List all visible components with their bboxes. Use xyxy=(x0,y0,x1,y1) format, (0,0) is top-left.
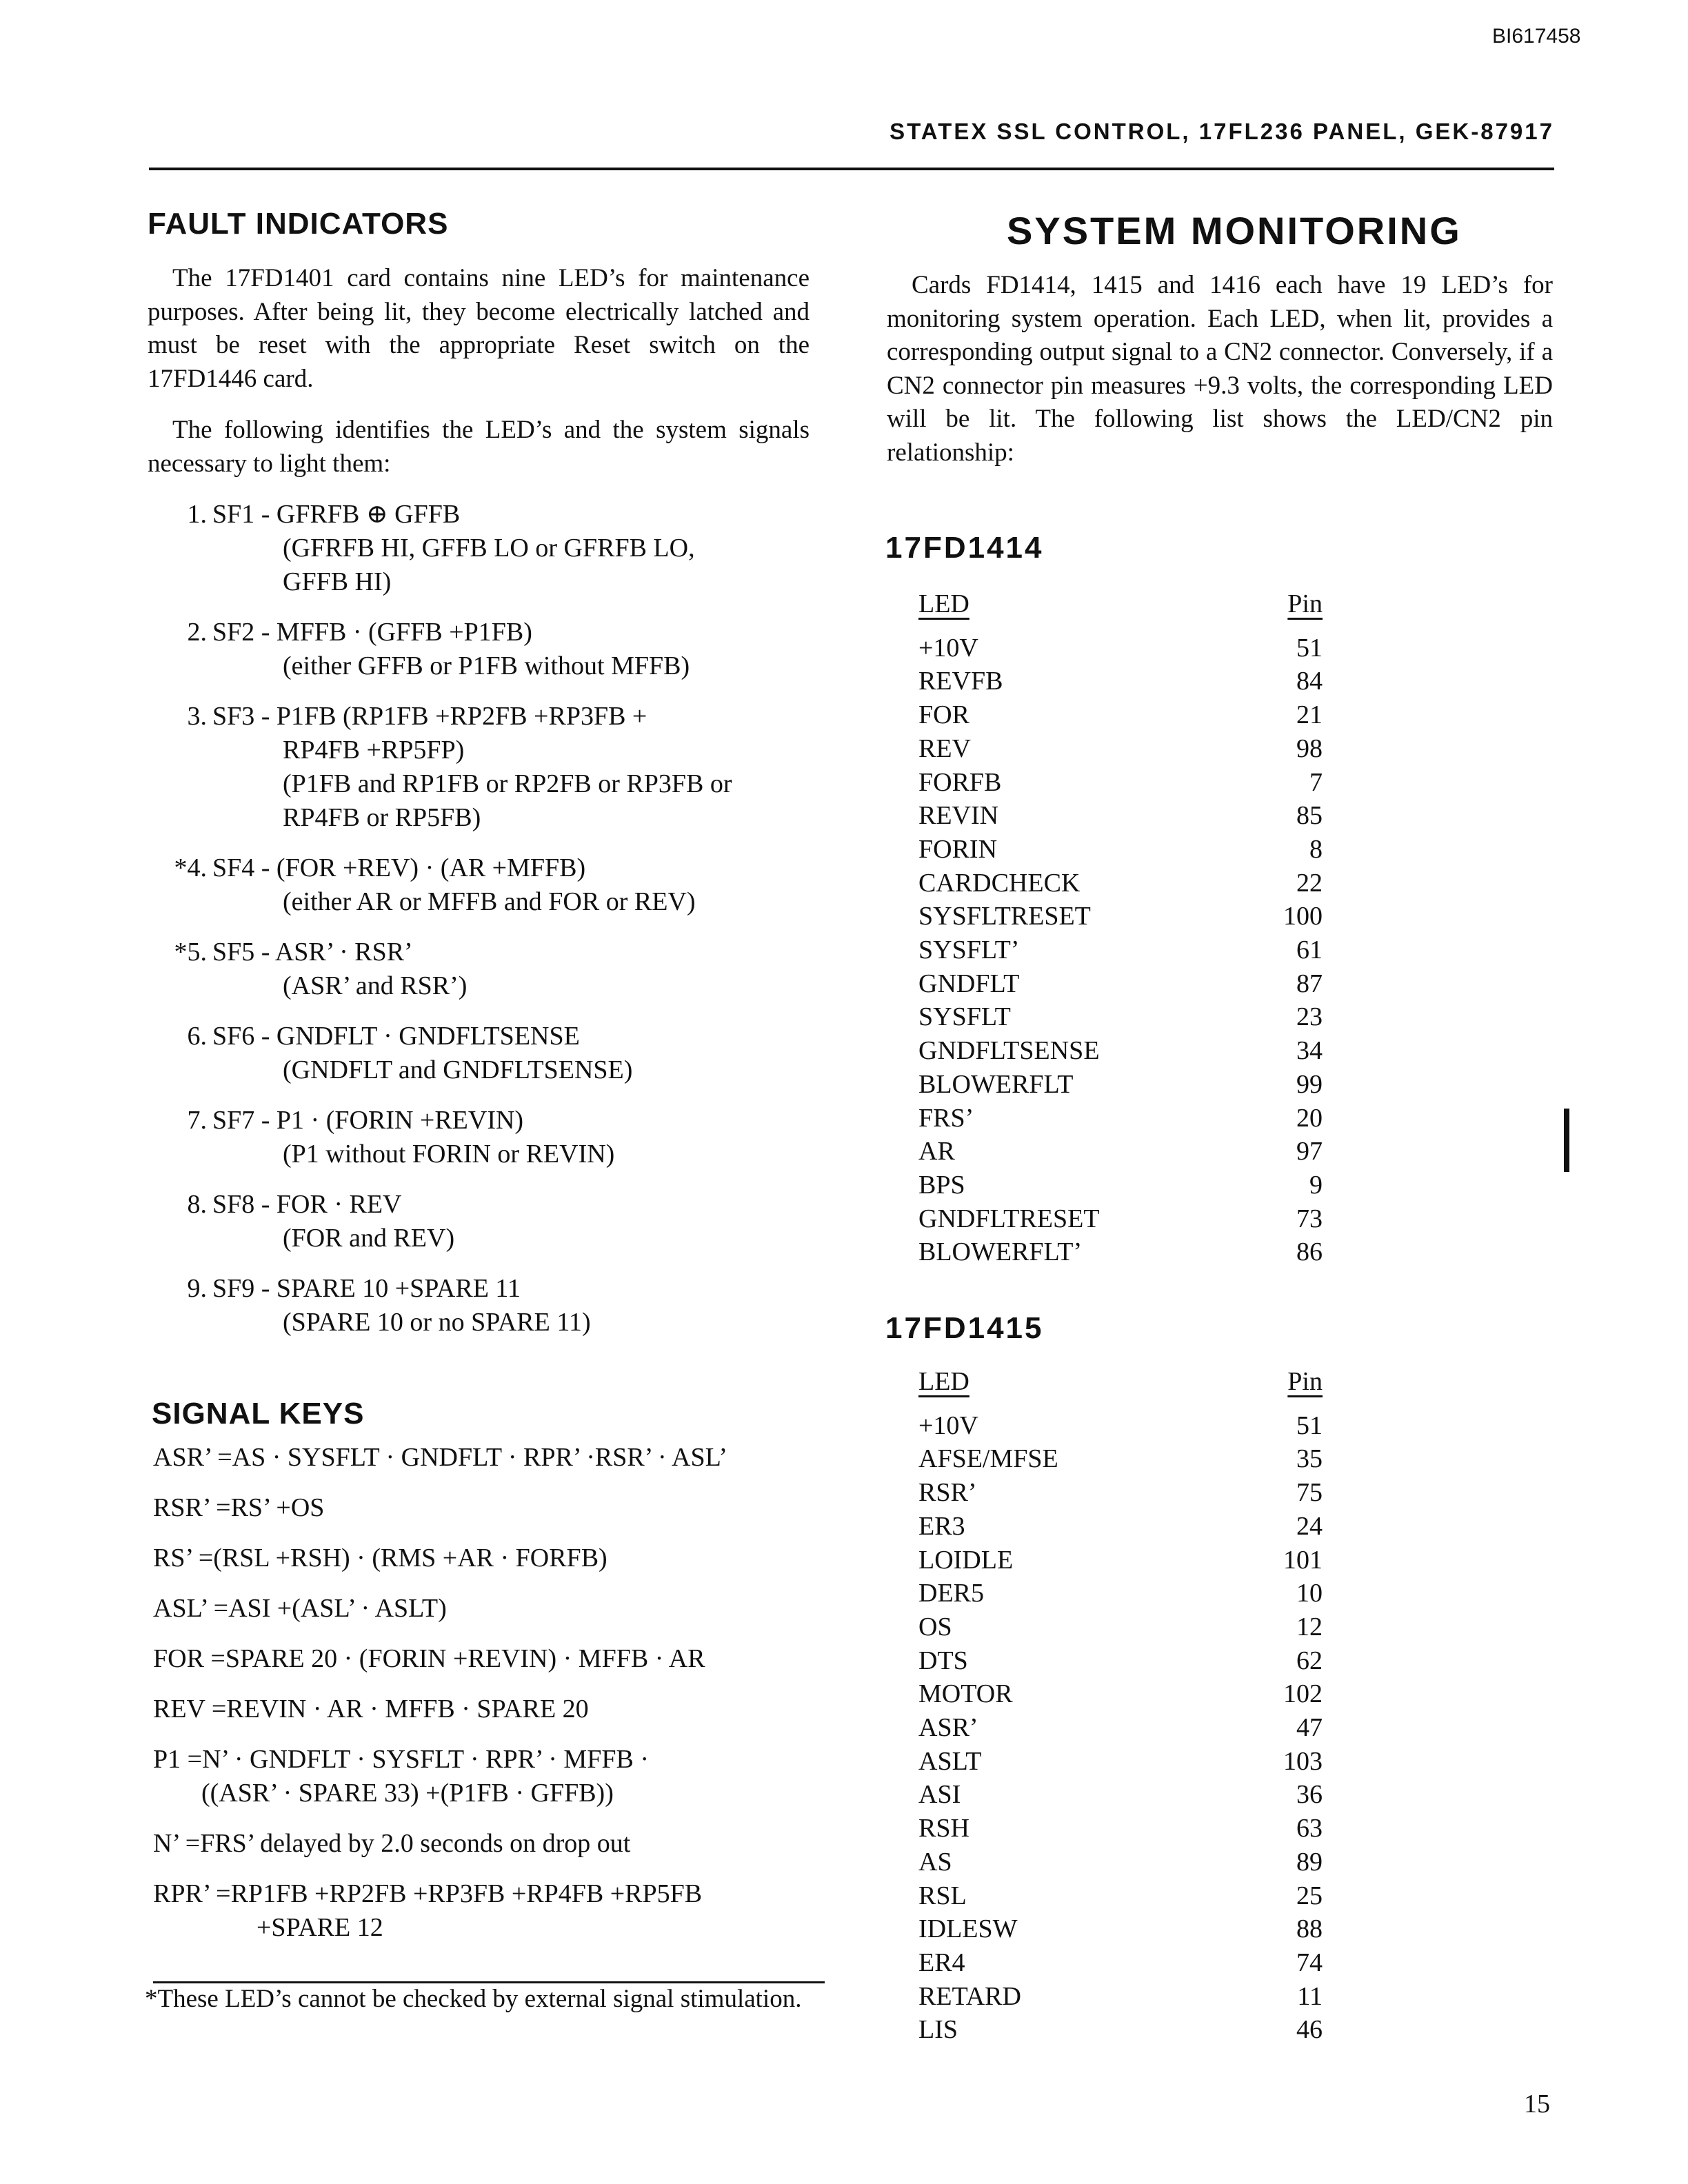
table-row xyxy=(885,1000,1323,1034)
led-pin-table-17fd1414 xyxy=(885,587,1323,1269)
led-cell: RSR’ xyxy=(918,1478,977,1508)
fault-indicator-item xyxy=(149,1020,811,1087)
table-row xyxy=(885,1812,1323,1846)
table-title-17fd1415: 17FD1415 xyxy=(885,1311,1044,1345)
led-cell: ER3 xyxy=(918,1511,965,1541)
pin-cell: 9 xyxy=(1309,1170,1323,1200)
pin-cell: 23 xyxy=(1296,1002,1323,1032)
table-header-row xyxy=(885,1365,1323,1399)
pin-cell: 86 xyxy=(1296,1237,1323,1267)
pin-cell: 35 xyxy=(1296,1444,1323,1474)
signal-key-line: REV =REVIN · AR · MFFB · SPARE 20 xyxy=(153,1695,589,1723)
fault-indicator-number: 9. xyxy=(187,1274,207,1303)
pin-cell: 84 xyxy=(1296,667,1323,696)
led-cell: ASLT xyxy=(918,1746,982,1776)
led-cell: CARDCHECK xyxy=(918,868,1081,898)
led-cell: FORFB xyxy=(918,767,1002,797)
column-header-pin-text: Pin xyxy=(1287,589,1323,618)
page-number: 15 xyxy=(1524,2090,1550,2119)
fault-indicator-number: 1. xyxy=(187,500,207,529)
fault-indicator-description: (GNDFLT and GNDFLTSENSE) xyxy=(283,1055,633,1084)
signal-keys-list xyxy=(153,1441,815,1961)
led-cell: ASI xyxy=(918,1780,961,1810)
led-cell: RSL xyxy=(918,1881,967,1910)
table-row xyxy=(885,1946,1323,1980)
pin-cell: 10 xyxy=(1296,1579,1323,1608)
fault-indicator-expression: SF7 - P1 · (FORIN +REVIN) xyxy=(212,1106,524,1135)
led-cell: ASR’ xyxy=(918,1713,978,1743)
pin-cell: 62 xyxy=(1296,1646,1323,1675)
table-row xyxy=(885,867,1323,900)
led-cell: LOIDLE xyxy=(918,1545,1014,1575)
fault-indicator-description: (ASR’ and RSR’) xyxy=(283,971,468,1000)
led-cell: RETARD xyxy=(918,1981,1021,2011)
led-cell: SYSFLT’ xyxy=(918,936,1020,965)
table-row xyxy=(885,833,1323,867)
fault-indicator-expression: SF8 - FOR · REV xyxy=(212,1190,402,1219)
fault-indicator-description: RP4FB or RP5FB) xyxy=(283,803,481,832)
led-cell: +10V xyxy=(918,1410,978,1440)
table-row xyxy=(885,1711,1323,1745)
fault-indicator-item xyxy=(149,700,811,835)
fault-indicator-description: RP4FB +RP5FP) xyxy=(283,736,465,765)
table-row xyxy=(885,1980,1323,2014)
pin-cell: 22 xyxy=(1296,868,1323,898)
signal-keys-heading: SIGNAL KEYS xyxy=(152,1397,365,1430)
fault-indicator-list xyxy=(149,498,811,1356)
table-header-row xyxy=(885,587,1323,621)
pin-cell: 20 xyxy=(1296,1103,1323,1133)
column-header-led-text: LED xyxy=(918,1367,969,1396)
fault-indicator-description: (either AR or MFFB and FOR or REV) xyxy=(283,887,696,916)
table-row xyxy=(885,1034,1323,1068)
led-cell: DTS xyxy=(918,1646,968,1675)
table-row xyxy=(885,1644,1323,1678)
table-row xyxy=(885,1409,1323,1443)
led-cell: SYSFLTRESET xyxy=(918,902,1091,931)
column-header-led xyxy=(885,1365,1233,1399)
fault-indicator-item xyxy=(149,498,811,599)
fault-indicator-expression: SF9 - SPARE 10 +SPARE 11 xyxy=(212,1274,521,1303)
led-cell: SYSFLT xyxy=(918,1002,1011,1032)
pin-cell: 102 xyxy=(1283,1679,1323,1709)
pin-cell: 100 xyxy=(1283,902,1323,931)
table-row xyxy=(885,1135,1323,1169)
fault-indicator-item xyxy=(149,616,811,683)
table-row xyxy=(885,631,1323,665)
led-cell: AR xyxy=(918,1137,955,1166)
led-cell: REVIN xyxy=(918,801,999,831)
led-cell: AFSE/MFSE xyxy=(918,1444,1058,1474)
signal-key-continuation: ((ASR’ · SPARE 33) +(P1FB · GFFB)) xyxy=(201,1779,614,1808)
table-row xyxy=(885,1235,1323,1269)
led-cell: FORIN xyxy=(918,834,998,864)
table-row xyxy=(885,1677,1323,1711)
pin-cell: 34 xyxy=(1296,1036,1323,1066)
fault-indicator-number: 6. xyxy=(187,1022,207,1051)
pin-cell: 47 xyxy=(1296,1713,1323,1743)
system-monitoring-paragraph: Cards FD1414, 1415 and 1416 each have 19 LED’s for monitoring system operation. Each LED, when lit, provides a corresponding output signal to a CN2 connector. Conversely, if a CN2 connector pin measures +9.3 volts, the corresponding LED will be lit. The following list shows the LED/CN2 pin relationship: xyxy=(887,271,1553,467)
pin-cell: 36 xyxy=(1296,1780,1323,1810)
pin-cell: 89 xyxy=(1296,1847,1323,1877)
page-header-title: STATEX SSL CONTROL, 17FL236 PANEL, GEK-87917 xyxy=(890,119,1554,144)
table-row xyxy=(885,1846,1323,1879)
led-cell: +10V xyxy=(918,633,978,663)
signal-key-line: RPR’ =RP1FB +RP2FB +RP3FB +RP4FB +RP5FB xyxy=(153,1879,703,1908)
fault-indicators-heading: FAULT INDICATORS xyxy=(148,207,449,241)
pin-cell: 75 xyxy=(1296,1478,1323,1508)
pin-cell: 11 xyxy=(1297,1981,1323,2011)
pin-cell: 103 xyxy=(1283,1746,1323,1776)
signal-key-line: N’ =FRS’ delayed by 2.0 seconds on drop out xyxy=(153,1829,631,1858)
fault-indicator-number: *5. xyxy=(174,938,207,967)
table-row xyxy=(885,1745,1323,1779)
led-cell: IDLESW xyxy=(918,1914,1018,1944)
column-header-led-text: LED xyxy=(918,589,969,618)
table-row xyxy=(885,799,1323,833)
pin-cell: 46 xyxy=(1296,2015,1323,2045)
fault-indicator-expression: SF4 - (FOR +REV) · (AR +MFFB) xyxy=(212,853,586,882)
table-row xyxy=(885,1202,1323,1236)
led-cell: LIS xyxy=(918,2015,958,2045)
pin-cell: 101 xyxy=(1283,1545,1323,1575)
pin-cell: 98 xyxy=(1296,734,1323,763)
signal-key-line: ASR’ =AS · SYSFLT · GNDFLT · RPR’ ·RSR’ · ASL’ xyxy=(153,1443,728,1472)
pin-cell: 97 xyxy=(1296,1137,1323,1166)
led-cell: MOTOR xyxy=(918,1679,1013,1709)
signal-key-continuation: +SPARE 12 xyxy=(257,1913,383,1942)
fault-indicator-description: (FOR and REV) xyxy=(283,1224,455,1253)
led-cell: REVFB xyxy=(918,667,1003,696)
table-row xyxy=(885,1778,1323,1812)
fault-indicator-number: 3. xyxy=(187,702,207,731)
signal-key-line: RSR’ =RS’ +OS xyxy=(153,1493,325,1522)
led-cell: AS xyxy=(918,1847,952,1877)
pin-cell: 87 xyxy=(1296,969,1323,998)
table-row xyxy=(885,1476,1323,1510)
pin-cell: 7 xyxy=(1309,767,1323,797)
pin-cell: 8 xyxy=(1309,834,1323,864)
footnote: *These LED’s cannot be checked by external signal stimulation. xyxy=(145,1985,802,2013)
pin-cell: 99 xyxy=(1296,1069,1323,1099)
table-row xyxy=(885,1610,1323,1644)
fault-indicator-number: 2. xyxy=(187,618,207,647)
fault-indicator-number: *4. xyxy=(174,853,207,882)
header-rule xyxy=(149,168,1554,170)
led-cell: DER5 xyxy=(918,1579,984,1608)
pin-cell: 51 xyxy=(1296,633,1323,663)
table-row xyxy=(885,698,1323,732)
fault-indicator-description: (either GFFB or P1FB without MFFB) xyxy=(283,651,690,680)
column-header-pin xyxy=(1233,1365,1323,1399)
led-cell: BLOWERFLT xyxy=(918,1069,1074,1099)
system-monitoring-heading: SYSTEM MONITORING xyxy=(1007,209,1462,252)
led-cell: FRS’ xyxy=(918,1103,974,1133)
led-cell: REV xyxy=(918,734,971,763)
table-row xyxy=(885,1544,1323,1577)
fault-indicator-item xyxy=(149,936,811,1003)
fault-indicator-number: 8. xyxy=(187,1190,207,1219)
pin-cell: 21 xyxy=(1296,700,1323,730)
fault-indicator-description: (GFRFB HI, GFFB LO or GFRFB LO, xyxy=(283,534,695,563)
led-cell: GNDFLTSENSE xyxy=(918,1036,1100,1066)
table-row xyxy=(885,766,1323,800)
fault-indicator-expression: SF2 - MFFB · (GFFB +P1FB) xyxy=(212,618,532,647)
fault-indicator-description: (P1FB and RP1FB or RP2FB or RP3FB or xyxy=(283,769,732,798)
pin-cell: 74 xyxy=(1296,1948,1323,1977)
pin-cell: 25 xyxy=(1296,1881,1323,1910)
led-cell: GNDFLT xyxy=(918,969,1020,998)
table-row xyxy=(885,732,1323,766)
fault-indicator-description: (P1 without FORIN or REVIN) xyxy=(283,1140,615,1169)
pin-cell: 24 xyxy=(1296,1511,1323,1541)
fault-indicator-expression: SF1 - GFRFB ⊕ GFFB xyxy=(212,500,461,529)
change-bar xyxy=(1564,1109,1569,1172)
pin-cell: 51 xyxy=(1296,1410,1323,1440)
pin-cell: 85 xyxy=(1296,801,1323,831)
fault-indicator-item xyxy=(149,1188,811,1255)
fault-indicator-expression: SF5 - ASR’ · RSR’ xyxy=(212,938,413,967)
table-row xyxy=(885,1102,1323,1135)
led-cell: BPS xyxy=(918,1170,965,1200)
pin-cell: 73 xyxy=(1296,1204,1323,1233)
column-header-led xyxy=(885,587,1233,621)
fault-indicator-description: (SPARE 10 or no SPARE 11) xyxy=(283,1308,591,1337)
table-row xyxy=(885,967,1323,1001)
table-row xyxy=(885,900,1323,933)
signal-key-line: RS’ =(RSL +RSH) · (RMS +AR · FORFB) xyxy=(153,1544,607,1573)
table-row xyxy=(885,1912,1323,1946)
fault-indicator-expression: SF6 - GNDFLT · GNDFLTSENSE xyxy=(212,1022,580,1051)
signal-key-line: ASL’ =ASI +(ASL’ · ASLT) xyxy=(153,1594,447,1623)
pin-cell: 63 xyxy=(1296,1814,1323,1843)
fault-indicator-item xyxy=(149,1104,811,1171)
fault-indicator-item xyxy=(149,851,811,919)
signal-key-line: P1 =N’ · GNDFLT · SYSFLT · RPR’ · MFFB · xyxy=(153,1745,649,1774)
pin-cell: 61 xyxy=(1296,936,1323,965)
table-title-17fd1414: 17FD1414 xyxy=(885,531,1044,565)
table-row xyxy=(885,665,1323,698)
table-row xyxy=(885,1169,1323,1202)
led-cell: RSH xyxy=(918,1814,969,1843)
table-row xyxy=(885,933,1323,967)
signal-key-line: FOR =SPARE 20 · (FORIN +REVIN) · MFFB · AR xyxy=(153,1644,705,1673)
led-pin-table-17fd1415 xyxy=(885,1365,1323,2047)
fault-indicator-expression: SF3 - P1FB (RP1FB +RP2FB +RP3FB + xyxy=(212,702,647,731)
led-cell: ER4 xyxy=(918,1948,965,1977)
led-cell: BLOWERFLT’ xyxy=(918,1237,1083,1267)
document-id: BI617458 xyxy=(1492,25,1581,48)
fault-indicators-paragraph-2: The following identifies the LED’s and the system signals necessary to light them: xyxy=(148,416,810,478)
led-cell: FOR xyxy=(918,700,969,730)
table-row xyxy=(885,2013,1323,2047)
led-cell: OS xyxy=(918,1612,952,1641)
table-row xyxy=(885,1879,1323,1913)
pin-cell: 88 xyxy=(1296,1914,1323,1944)
table-row xyxy=(885,1577,1323,1610)
table-row xyxy=(885,1510,1323,1544)
fault-indicators-paragraph-1: The 17FD1401 card contains nine LED’s for maintenance purposes. After being lit, they become electrically latched and must be reset with the appropriate Reset switch on the 17FD1446 card. xyxy=(148,264,810,393)
table-row xyxy=(885,1068,1323,1102)
fault-indicator-description: GFFB HI) xyxy=(283,567,392,596)
table-row xyxy=(885,1442,1323,1476)
fault-indicator-item xyxy=(149,1272,811,1339)
column-header-pin xyxy=(1233,587,1323,621)
led-cell: GNDFLTRESET xyxy=(918,1204,1100,1233)
pin-cell: 12 xyxy=(1296,1612,1323,1641)
column-header-pin-text: Pin xyxy=(1287,1367,1323,1396)
fault-indicator-number: 7. xyxy=(187,1106,207,1135)
